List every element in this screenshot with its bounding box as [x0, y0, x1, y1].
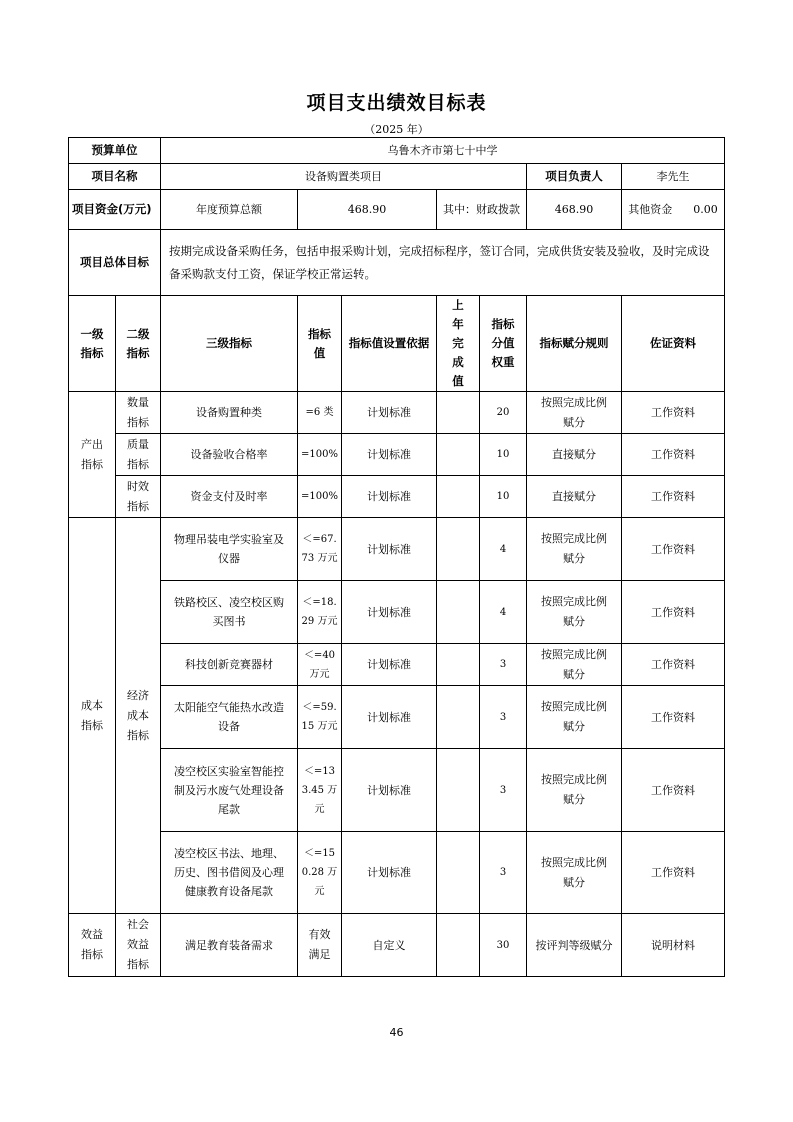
- level3-cell: 物理吊装电学实验室及仪器: [161, 518, 298, 581]
- col-evidence: 佐证资料: [622, 296, 725, 392]
- group-output: 产出指标: [69, 392, 116, 518]
- evidence-cell: 说明材料: [622, 914, 725, 977]
- weight-cell: 10: [480, 476, 527, 518]
- evidence-cell: 工作资料: [622, 518, 725, 581]
- level3-cell: 设备验收合格率: [161, 434, 298, 476]
- value-cell: ＜=67.73 万元: [298, 518, 342, 581]
- evidence-cell: 工作资料: [622, 644, 725, 686]
- weight-cell: 3: [480, 832, 527, 914]
- value-cell: ＜=40 万元: [298, 644, 342, 686]
- weight-cell: 10: [480, 434, 527, 476]
- basis-cell: 计划标准: [342, 518, 437, 581]
- weight-cell: 4: [480, 581, 527, 644]
- prev-cell: [437, 686, 480, 749]
- weight-cell: 20: [480, 392, 527, 434]
- level2-cell: 时效指标: [116, 476, 161, 518]
- table-row: [69, 434, 725, 476]
- value-cell: ＜=150.28 万元: [298, 832, 342, 914]
- basis-cell: 计划标准: [342, 686, 437, 749]
- col-rule: 指标赋分规则: [527, 296, 622, 392]
- page-number: 46: [389, 1026, 404, 1039]
- rule-cell: 按评判等级赋分: [527, 914, 622, 977]
- prev-cell: [437, 832, 480, 914]
- rule-cell: 按照完成比例赋分: [527, 518, 622, 581]
- page-title: 项目支出绩效目标表: [306, 92, 487, 114]
- evidence-cell: 工作资料: [622, 476, 725, 518]
- table-row: [69, 644, 725, 686]
- value-cell: ＜=59.15 万元: [298, 686, 342, 749]
- goal-text: 按期完成设备采购任务，包括申报采购计划，完成招标程序，签订合同，完成供货安装及验收，及时完成设备采购款支付工资，保证学校正常运转。: [161, 230, 725, 296]
- weight-cell: 4: [480, 518, 527, 581]
- basis-cell: 计划标准: [342, 832, 437, 914]
- prev-cell: [437, 749, 480, 832]
- prev-cell: [437, 518, 480, 581]
- fiscal-label: 其中：财政拨款: [437, 190, 527, 230]
- prev-cell: [437, 581, 480, 644]
- col-level1: 一级指标: [69, 296, 116, 392]
- value-cell: 有效满足: [298, 914, 342, 977]
- evidence-cell: 工作资料: [622, 434, 725, 476]
- evidence-cell: 工作资料: [622, 749, 725, 832]
- prev-cell: [437, 392, 480, 434]
- rule-cell: 按照完成比例赋分: [527, 749, 622, 832]
- evidence-cell: 工作资料: [622, 581, 725, 644]
- level3-cell: 凌空校区书法、地理、历史、图书借阅及心理健康教育设备尾款: [161, 832, 298, 914]
- goal-label: 项目总体目标: [69, 230, 161, 296]
- basis-cell: 计划标准: [342, 434, 437, 476]
- level3-cell: 凌空校区实验室智能控制及污水废气处理设备尾款: [161, 749, 298, 832]
- other-label: 其他资金: [628, 203, 673, 216]
- table-row: [69, 686, 725, 749]
- rule-cell: 按照完成比例赋分: [527, 832, 622, 914]
- level3-cell: 资金支付及时率: [161, 476, 298, 518]
- col-value: 指标值: [298, 296, 342, 392]
- rule-cell: 按照完成比例赋分: [527, 644, 622, 686]
- evidence-cell: 工作资料: [622, 686, 725, 749]
- rule-cell: 直接赋分: [527, 434, 622, 476]
- level3-cell: 设备购置种类: [161, 392, 298, 434]
- basis-cell: 计划标准: [342, 749, 437, 832]
- value-cell: =100%: [298, 434, 342, 476]
- group-benefit: 效益指标: [69, 914, 116, 977]
- table-row: [69, 581, 725, 644]
- rule-cell: 直接赋分: [527, 476, 622, 518]
- unit-label: 预算单位: [69, 138, 161, 164]
- basis-cell: 自定义: [342, 914, 437, 977]
- evidence-cell: 工作资料: [622, 392, 725, 434]
- level3-cell: 满足教育装备需求: [161, 914, 298, 977]
- weight-cell: 3: [480, 749, 527, 832]
- project-row: [69, 164, 725, 190]
- basis-cell: 计划标准: [342, 476, 437, 518]
- level2-cell: 质量指标: [116, 434, 161, 476]
- year-label: （2025 年）: [364, 123, 429, 136]
- other-value-group: [622, 190, 725, 230]
- project-value: 设备购置类项目: [161, 164, 527, 190]
- annual-label: 年度预算总额: [161, 190, 298, 230]
- value-cell: ＜=18.29 万元: [298, 581, 342, 644]
- weight-cell: 3: [480, 644, 527, 686]
- goal-row: [69, 230, 725, 296]
- col-prev: 上年完成值: [437, 296, 480, 392]
- prev-cell: [437, 914, 480, 977]
- group-cost: 成本指标: [69, 518, 116, 914]
- table-row: [69, 392, 725, 434]
- level2-cell: 数量指标: [116, 392, 161, 434]
- leader-label: 项目负责人: [527, 164, 622, 190]
- level3-cell: 科技创新竞赛器材: [161, 644, 298, 686]
- prev-cell: [437, 644, 480, 686]
- annual-value: 468.90: [298, 190, 437, 230]
- fiscal-value: 468.90: [527, 190, 622, 230]
- rule-cell: 按照完成比例赋分: [527, 581, 622, 644]
- prev-cell: [437, 476, 480, 518]
- col-weight: 指标分值权重: [480, 296, 527, 392]
- basis-cell: 计划标准: [342, 581, 437, 644]
- fund-label: 项目资金(万元): [69, 190, 161, 230]
- level2-cell: 社会效益指标: [116, 914, 161, 977]
- rule-cell: 按照完成比例赋分: [527, 686, 622, 749]
- basis-cell: 计划标准: [342, 392, 437, 434]
- other-value: 0.00: [693, 203, 718, 216]
- table-row: [69, 914, 725, 977]
- fund-row: [69, 190, 725, 230]
- col-level2: 二级指标: [116, 296, 161, 392]
- value-cell: ＜=133.45 万元: [298, 749, 342, 832]
- basis-cell: 计划标准: [342, 644, 437, 686]
- col-basis: 指标值设置依据: [342, 296, 437, 392]
- col-level3: 三级指标: [161, 296, 298, 392]
- performance-target-table: [68, 137, 725, 977]
- evidence-cell: 工作资料: [622, 832, 725, 914]
- value-cell: =100%: [298, 476, 342, 518]
- level3-cell: 铁路校区、凌空校区购买图书: [161, 581, 298, 644]
- level3-cell: 太阳能空气能热水改造设备: [161, 686, 298, 749]
- weight-cell: 3: [480, 686, 527, 749]
- level2-cell: 经济成本指标: [116, 518, 161, 914]
- leader-value: 李先生: [622, 164, 725, 190]
- rule-cell: 按照完成比例赋分: [527, 392, 622, 434]
- unit-row: [69, 138, 725, 164]
- weight-cell: 30: [480, 914, 527, 977]
- prev-cell: [437, 434, 480, 476]
- column-header-row: [69, 296, 725, 392]
- table-row: [69, 476, 725, 518]
- table-row: [69, 749, 725, 832]
- unit-value: 乌鲁木齐市第七十中学: [161, 138, 725, 164]
- value-cell: =6 类: [298, 392, 342, 434]
- table-row: [69, 518, 725, 581]
- project-label: 项目名称: [69, 164, 161, 190]
- table-row: [69, 832, 725, 914]
